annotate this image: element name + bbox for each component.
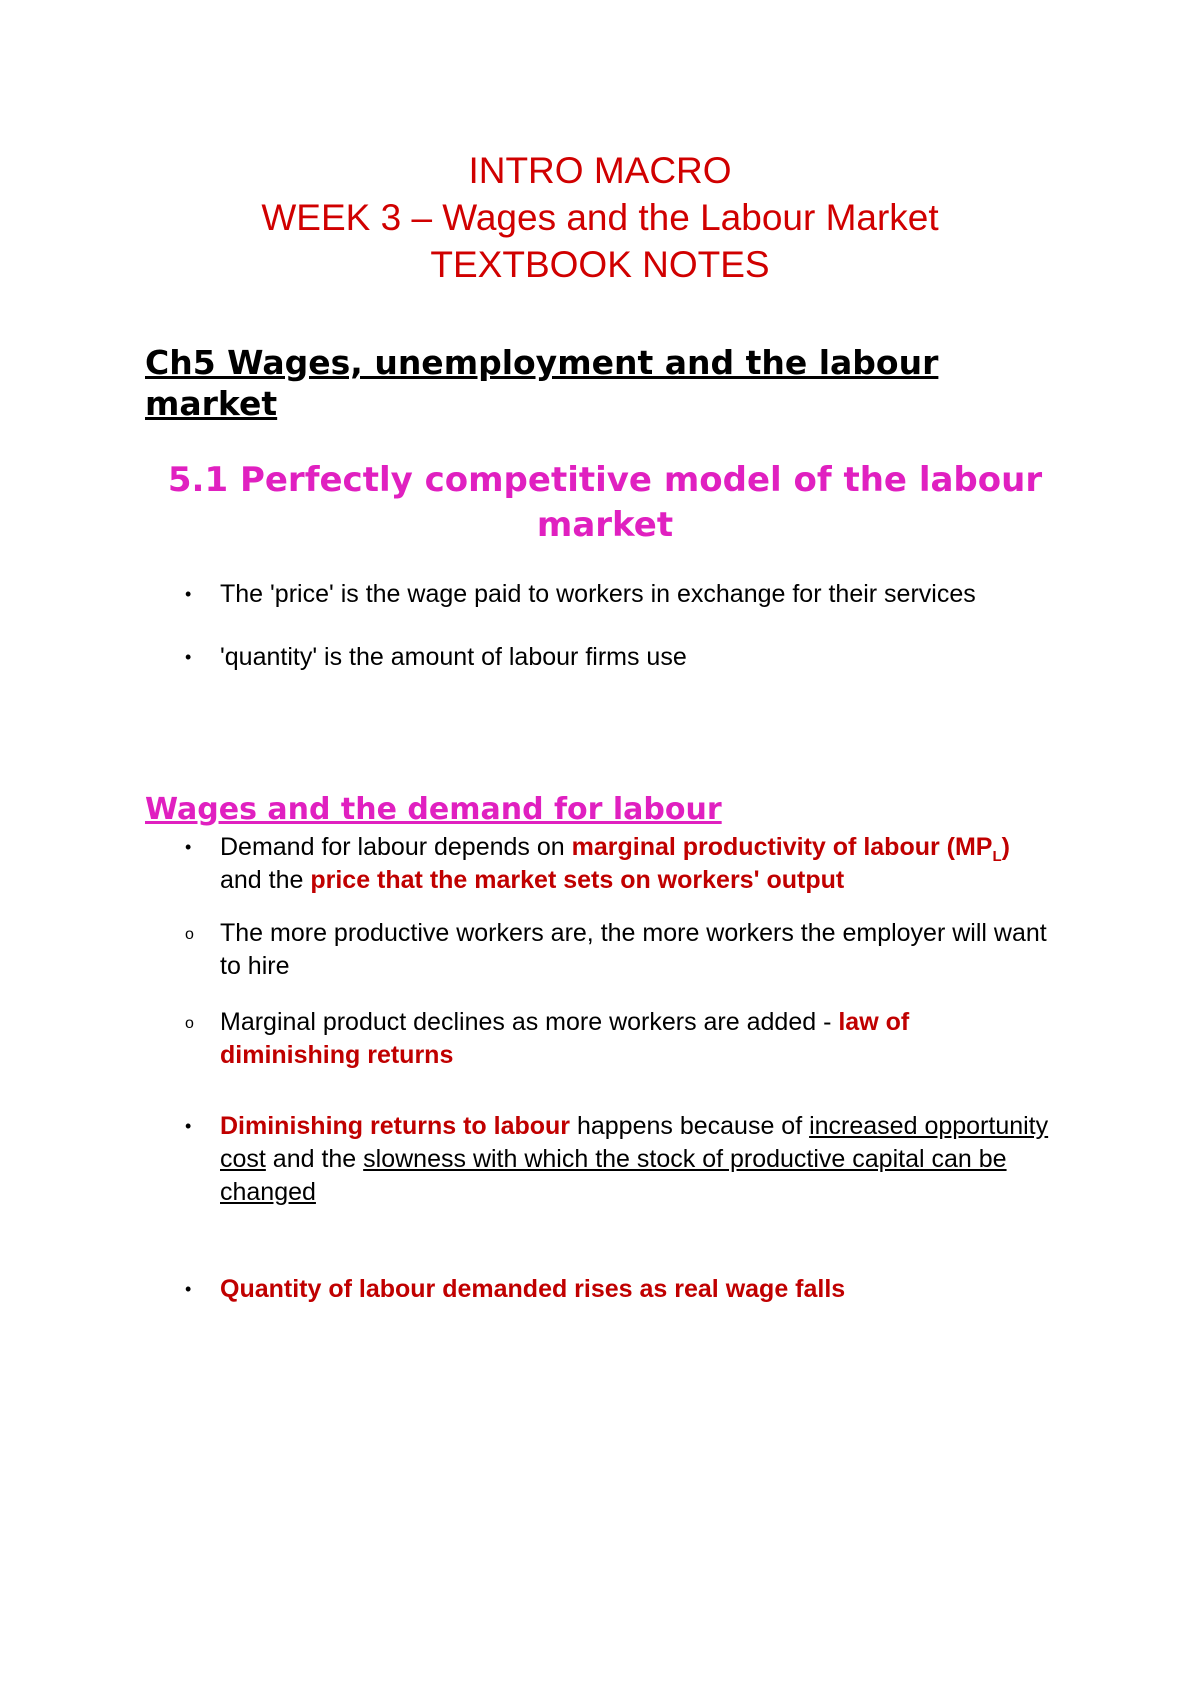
list-item-text: 'quantity' is the amount of labour firms use — [220, 643, 687, 671]
bullet-marker: • — [185, 837, 192, 857]
list-item — [185, 831, 1055, 897]
list-item-text: The more productive workers are, the more workers the employer will want to hire — [220, 919, 1047, 980]
underlined-text: slowness with which the stock of productive capital can be changed — [220, 1145, 1007, 1206]
bullet-marker: • — [185, 1116, 192, 1136]
bullet-marker: • — [185, 647, 192, 667]
list-item-text — [220, 1110, 1055, 1209]
list-item — [185, 1273, 1055, 1306]
list-item — [185, 641, 1055, 674]
bullet-marker: • — [185, 1279, 192, 1299]
circle-marker: o — [185, 1015, 194, 1032]
list-item-text: Quantity of labour demanded rises as real wage falls — [220, 1275, 846, 1303]
list-item — [185, 917, 1055, 983]
list-item-text: The 'price' is the wage paid to workers in exchange for their services — [220, 580, 976, 608]
text-run: and the — [220, 866, 311, 894]
title-line-week: WEEK 3 – Wages and the Labour Market — [261, 197, 939, 238]
list-item-text — [220, 831, 1055, 897]
circle-marker: o — [185, 926, 194, 943]
document-title — [0, 147, 1200, 288]
title-line-notes: TEXTBOOK NOTES — [430, 244, 770, 285]
underlined-text: increased opportunity cost — [220, 1112, 1049, 1173]
emphasis-text: Diminishing returns to labour — [220, 1112, 571, 1140]
text-run: and the — [265, 1145, 364, 1173]
chapter-heading: Ch5 Wages, unemployment and the labour market — [145, 343, 939, 423]
text-run: marginal productivity of labour (MP — [571, 833, 993, 861]
emphasis-text: law of diminishing returns — [220, 1008, 910, 1069]
bullet-marker: • — [185, 584, 192, 604]
subscript: L — [992, 848, 1002, 865]
emphasis-text — [571, 833, 1010, 865]
list-item — [185, 1006, 1055, 1072]
list-item-text — [220, 1006, 1055, 1072]
text-run: ) — [1001, 833, 1010, 861]
list-item — [185, 1110, 1055, 1209]
text-run: Marginal product declines as more workers are added - — [220, 1008, 839, 1036]
title-line-course: INTRO MACRO — [468, 150, 732, 191]
text-run: happens because of — [570, 1112, 810, 1140]
list-item — [185, 578, 1055, 611]
emphasis-text: price that the market sets on workers' output — [310, 866, 845, 894]
section-heading: 5.1 Perfectly competitive model of the labour market — [167, 460, 1043, 545]
text-run: Demand for labour depends on — [220, 833, 572, 861]
subheading-demand: Wages and the demand for labour — [145, 792, 722, 827]
